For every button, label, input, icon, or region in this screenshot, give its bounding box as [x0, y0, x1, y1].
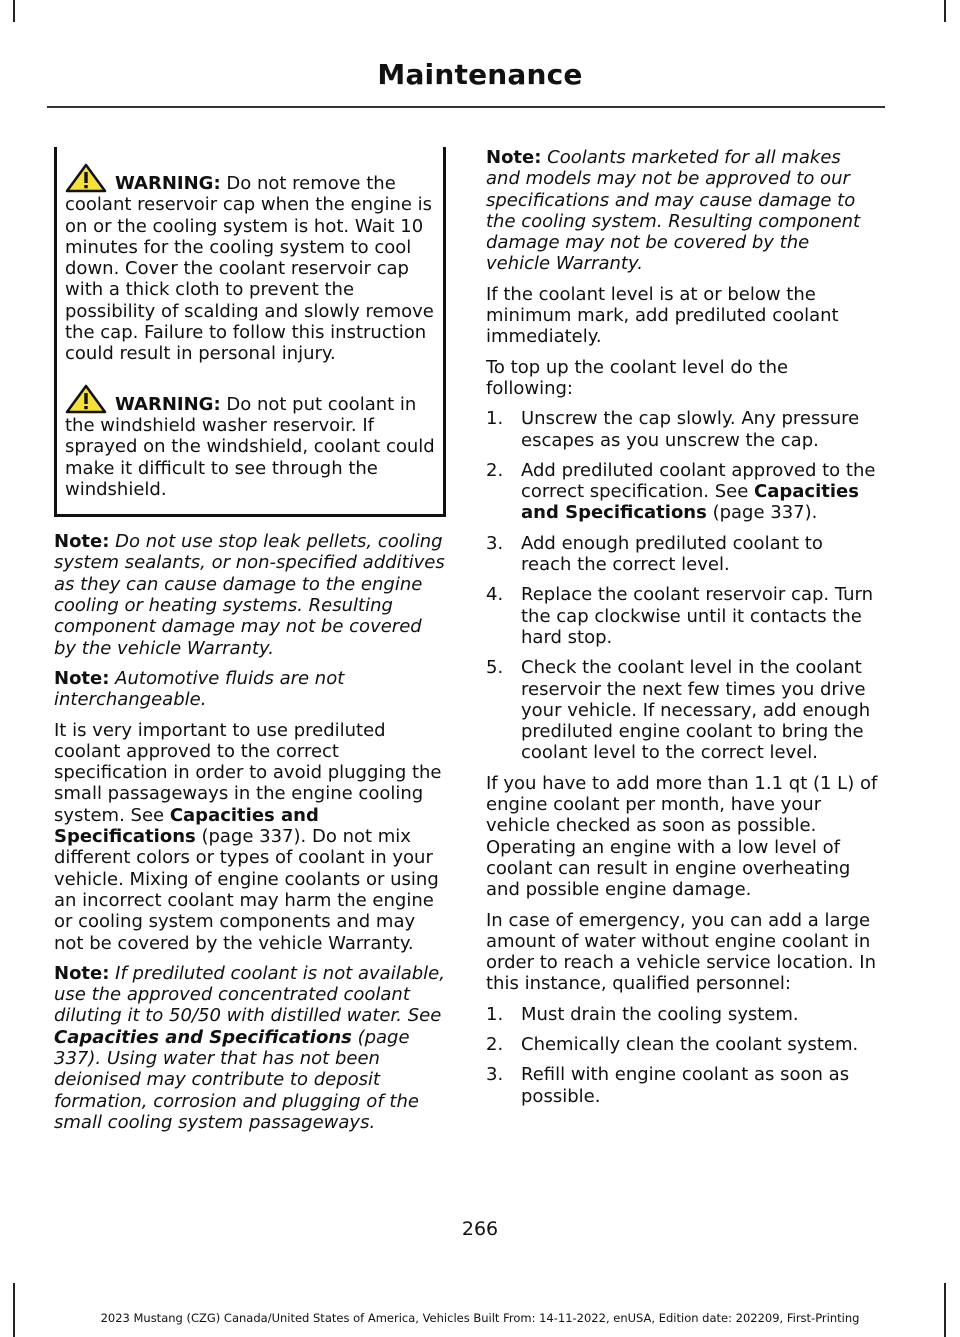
step-text: Unscrew the cap slowly. Any pressure escapes as you unscrew the cap. — [521, 408, 860, 451]
step-number: 4. — [486, 584, 504, 606]
note-label: Note: — [54, 962, 110, 984]
step-number: 2. — [486, 459, 504, 481]
warning-text: Do not put coolant in the windshield washer reservoir. If sprayed on the windshield, coolant could make it difficult to see through the windshield. — [65, 393, 435, 500]
procedure-list — [486, 1004, 878, 1107]
left-column — [54, 147, 446, 1142]
note-label: Note: — [54, 531, 110, 553]
note-paragraph — [54, 531, 446, 659]
warning-triangle-icon — [65, 163, 107, 193]
body-text: It is very important to use prediluted coolant approved to the correct specification in order to avoid plugging the small passageways in the engine cooling system. See — [54, 719, 442, 826]
step-number: 5. — [486, 657, 504, 679]
crop-mark — [13, 1283, 15, 1337]
warning-item — [65, 384, 437, 500]
body-text: (page 337). Do not mix different colors or types of coolant in your vehicle. Mixing of engine coolants or using an incorrect coolant may harm the engine or cooling system components and may not be covered by the vehicle Warranty. — [54, 826, 439, 954]
list-item — [486, 1034, 878, 1055]
title-divider — [47, 106, 885, 108]
step-text: (page 337). — [706, 502, 818, 524]
warning-item — [65, 163, 437, 365]
step-number: 3. — [486, 532, 504, 554]
crop-mark — [944, 0, 946, 22]
note-text-part: (page 337). Using water that has not been deionised may contribute to deposit formation, corrosion and plugging of the small cooling system passageways. — [54, 1026, 419, 1133]
cross-reference-link[interactable]: Capacities and Specifications — [54, 1026, 352, 1048]
list-item — [486, 533, 878, 576]
note-label: Note: — [54, 667, 110, 689]
cross-reference-link[interactable]: Capacities and Specifications — [521, 481, 859, 524]
step-text: Replace the coolant reservoir cap. Turn the cap clockwise until it contacts the hard stop. — [521, 584, 874, 648]
note-text-part: If prediluted coolant is not available, use the approved concentrated coolant diluting it to 50/50 with distilled water. See — [54, 962, 445, 1027]
procedure-list — [486, 408, 878, 763]
list-item — [486, 408, 878, 451]
body-paragraph: In case of emergency, you can add a large amount of water without engine coolant in order to reach a vehicle service location. In this instance, qualified personnel: — [486, 909, 877, 995]
note-text: Do not use stop leak pellets, cooling system sealants, or non-specified additives as they can cause damage to the engine cooling or heating systems. Resulting component damage may not be covered by the vehicle Warranty. — [54, 531, 445, 659]
crop-mark — [944, 1283, 946, 1337]
page-number: 266 — [461, 1218, 499, 1240]
warning-triangle-icon — [65, 384, 107, 414]
step-number: 1. — [486, 1003, 504, 1025]
step-number: 1. — [486, 408, 504, 430]
step-text: Chemically clean the coolant system. — [521, 1033, 859, 1055]
right-column — [486, 147, 878, 1116]
step-number: 3. — [486, 1064, 504, 1086]
body-paragraph: If you have to add more than 1.1 qt (1 L) of engine coolant per month, have your vehicle checked as soon as possible. Operating an engine with a low level of coolant can result in engine overheating and possible engine damage. — [486, 772, 878, 901]
warning-label: WARNING: — [115, 393, 221, 415]
note-text: Automotive fluids are not interchangeable. — [54, 667, 345, 711]
step-text: Refill with engine coolant as soon as possible. — [521, 1064, 850, 1107]
body-paragraph: If the coolant level is at or below the minimum mark, add prediluted coolant immediately. — [486, 283, 839, 348]
page-footer: 2023 Mustang (CZG) Canada/United States of America, Vehicles Built From: 14-11-2022, enUSA, Edition date: 202209, First-Printing — [100, 1311, 860, 1325]
step-text: Add enough prediluted coolant to reach the correct level. — [521, 532, 823, 576]
step-text: Add prediluted coolant approved to the correct specification. See — [521, 459, 876, 503]
crop-mark — [13, 0, 15, 22]
list-item — [486, 460, 878, 524]
warning-label: WARNING: — [115, 173, 221, 194]
step-text: Check the coolant level in the coolant reservoir the next few times you drive your vehicle. If necessary, add enough prediluted engine coolant to bring the coolant level to the correct level. — [521, 657, 871, 764]
list-item — [486, 657, 878, 763]
list-item — [486, 584, 878, 648]
list-item — [486, 1004, 878, 1025]
step-number: 2. — [486, 1033, 504, 1055]
body-paragraph: To top up the coolant level do the following: — [486, 356, 789, 399]
cross-reference-link[interactable]: Capacities and Specifications — [54, 804, 319, 848]
note-text — [54, 963, 445, 1133]
note-text: Coolants marketed for all makes and models may not be approved to our specifications and may cause damage to the cooling system. Resulting component damage may not be covered by the vehicle Warranty. — [486, 147, 861, 275]
note-paragraph — [54, 963, 446, 1133]
note-paragraph — [54, 668, 446, 711]
warning-text: Do not remove the coolant reservoir cap when the engine is on or the cooling system is hot. Wait 10 minutes for the cooling system to cool down. Cover the coolant reservoir cap with a thick cloth to prevent the possibility of scalding and slowly remove the cap. Failure to follow this instruction could result in personal injury. — [65, 173, 434, 365]
warning-box — [54, 147, 446, 517]
list-item — [486, 1064, 878, 1107]
body-paragraph — [54, 720, 446, 954]
note-paragraph — [486, 147, 878, 275]
page-title: Maintenance — [377, 58, 583, 91]
note-label: Note: — [486, 147, 542, 168]
step-text: Must drain the cooling system. — [521, 1003, 799, 1025]
